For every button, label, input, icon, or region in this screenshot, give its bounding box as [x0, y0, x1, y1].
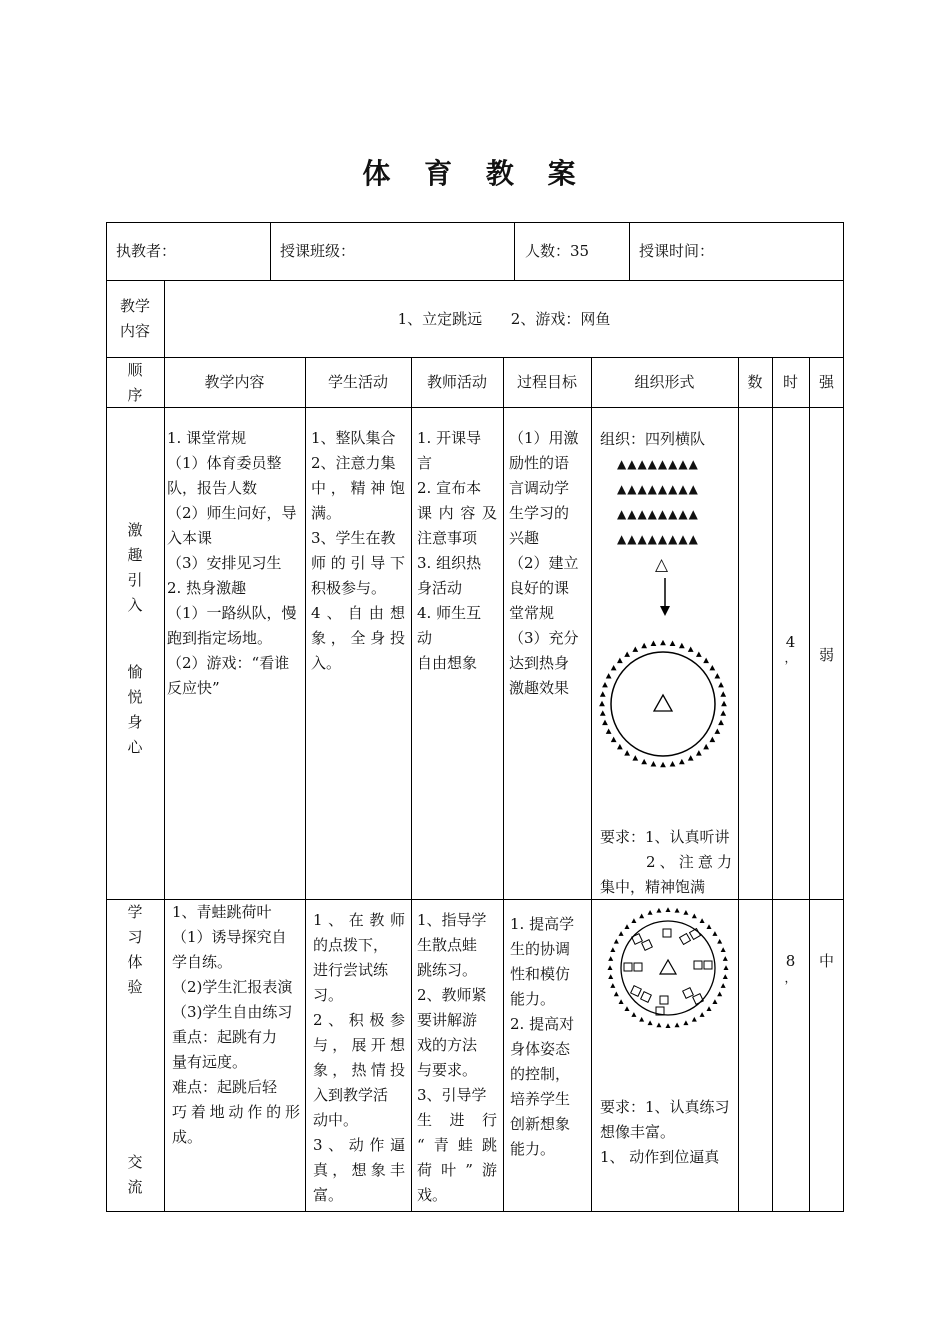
s2-goal	[510, 912, 588, 1162]
student-triangle-icon	[692, 914, 697, 919]
header-org: 组织形式	[634, 373, 695, 391]
s2-teacher-line: 1、指导学	[417, 911, 487, 929]
lily-pad-squares	[624, 929, 712, 1015]
col-line-7	[772, 357, 773, 1212]
s2-req-3: 1、 动作到位逼真	[600, 1148, 720, 1166]
header-goal: 过程目标	[516, 373, 577, 391]
s1-teacher-line: 4. 师生互	[417, 604, 482, 622]
s2-student-line: 进行尝试练	[313, 961, 389, 979]
student-triangle-icon	[610, 947, 615, 952]
student-triangle-icon	[602, 720, 608, 725]
s1-content-line: （3）安排见习生	[167, 554, 282, 572]
arrow-down-icon	[655, 578, 675, 618]
student-triangle-icon	[624, 1006, 629, 1011]
student-triangle-icon	[692, 1017, 697, 1022]
student-triangle-icon	[712, 999, 717, 1004]
s1-order-char: 悦	[127, 688, 143, 706]
s1-student-line: 入。	[311, 654, 342, 672]
s2-goal-line: 2. 提高对	[510, 1015, 575, 1033]
student-triangle-icon	[610, 983, 615, 988]
student-triangle-icon	[706, 1006, 711, 1011]
student-triangle-icon	[656, 908, 661, 913]
student-triangle-icon	[703, 744, 709, 749]
header-order-1: 顺	[127, 361, 143, 379]
s1-teacher-line: 注意事项	[417, 529, 478, 547]
student-triangle-icon	[703, 658, 709, 663]
s1-time-mark: ，	[784, 651, 797, 665]
student-triangle-icon	[600, 710, 606, 715]
student-triangle-icon	[712, 931, 717, 936]
s2-content-line: （3)学生自由练习	[172, 1003, 293, 1021]
s1-order-char: 趣	[127, 546, 143, 564]
s1-order-char: 身	[127, 713, 143, 731]
student-triangle-icon	[614, 939, 619, 944]
info-divider-1	[270, 222, 271, 281]
s1-goal-line: （1）用激	[509, 429, 579, 447]
student-triangle-icon	[606, 728, 612, 733]
student-triangle-icon	[720, 710, 726, 715]
s1-goal-line: 堂常规	[509, 604, 555, 622]
student-triangle-icon	[632, 755, 638, 760]
col-line-8	[809, 357, 810, 1212]
s2-content-line: 学自练。	[172, 953, 233, 971]
s2-time: 8	[785, 952, 796, 970]
s2-teacher-line: 3、引导学	[417, 1086, 487, 1104]
s2-student-line: 2、积极参	[313, 1011, 405, 1029]
s2-intensity: 中	[818, 952, 834, 970]
student-triangle-icon	[611, 665, 617, 670]
header-student: 学生活动	[327, 373, 388, 391]
s2-student-line: 的点拨下，	[313, 936, 389, 954]
s1-student-line: 1、整队集合	[311, 429, 396, 447]
student-triangle-icon	[723, 974, 728, 979]
s1-goal-line: 言调动学	[509, 479, 570, 497]
student-triangle-icon	[665, 907, 670, 912]
s1-goal-line: （2）建立	[509, 554, 579, 572]
student-count: 人数：35	[525, 242, 590, 260]
s2-teacher-line: 戏。	[417, 1186, 448, 1204]
student-triangle-icon	[723, 965, 728, 970]
s1-req-2: 2、注意力	[646, 853, 732, 871]
s1-content-line: 反应快”	[167, 679, 220, 697]
s1-order-char: 愉	[127, 663, 143, 681]
s1-intensity: 弱	[818, 646, 834, 664]
student-triangle-icon	[721, 701, 727, 706]
s1-order-char: 激	[127, 521, 143, 539]
student-triangle-icon	[656, 1022, 661, 1027]
header-time: 时	[782, 373, 798, 391]
s2-req-2: 想像丰富。	[600, 1123, 676, 1141]
col-line-4	[503, 357, 504, 1212]
student-triangle-icon	[679, 643, 685, 648]
s2-order-char: 流	[127, 1178, 143, 1196]
s2-teacher	[417, 908, 497, 1208]
student-triangle-icon	[624, 651, 630, 656]
student-triangle-icon	[631, 1012, 636, 1017]
s1-teacher-line: 自由想象	[417, 654, 478, 672]
s1-goal-line: 激趣效果	[509, 679, 570, 697]
student-triangle-icon	[717, 992, 722, 997]
s1-content-line: （1）一路纵队，慢	[167, 604, 297, 622]
s2-order-char: 习	[127, 928, 143, 946]
student-triangle-icon	[624, 750, 630, 755]
s1-order-char: 引	[127, 571, 143, 589]
time-label: 授课时间：	[639, 242, 715, 260]
s2-order-bottom	[106, 1150, 164, 1200]
header-teacher: 教师活动	[426, 373, 487, 391]
class-label: 授课班级：	[280, 242, 356, 260]
content-label-2: 内容	[119, 322, 150, 340]
student-triangle-icon	[706, 924, 711, 929]
student-triangle-icon	[648, 910, 653, 915]
student-triangle-icon	[718, 682, 724, 687]
header-content: 教学内容	[204, 373, 265, 391]
s2-teacher-line: 生散点蛙	[417, 936, 478, 954]
student-triangle-icon	[718, 720, 724, 725]
student-triangle-icon	[660, 640, 666, 645]
s1-req-1: 要求：1、认真听讲	[600, 828, 730, 846]
s2-goal-line: 身体姿态	[510, 1040, 571, 1058]
s1-goal-line: 生学习的	[509, 504, 570, 522]
col-line-6	[738, 357, 739, 1212]
student-triangle-icon	[688, 646, 694, 651]
s1-order	[106, 518, 164, 760]
s2-goal-line: 1. 提高学	[510, 915, 575, 933]
student-triangle-icon	[641, 759, 647, 764]
s2-teacher-line: 荷叶”游	[417, 1161, 497, 1179]
s2-goal-line: 的控制，	[510, 1065, 571, 1083]
s2-student-line: 习。	[313, 986, 344, 1004]
student-triangle-icon	[651, 761, 657, 766]
s2-content-line: （2)学生汇报表演	[172, 978, 293, 996]
info-row	[106, 222, 844, 281]
student-triangle-icon	[700, 918, 705, 923]
s1-time: 4	[785, 633, 796, 651]
student-triangle-icon	[720, 691, 726, 696]
teacher-center-icon	[660, 960, 676, 974]
s1-student-line: 中，精神饱	[311, 479, 405, 497]
teacher-center-icon	[654, 695, 672, 711]
s2-goal-line: 创新想象	[510, 1115, 571, 1133]
s1-teacher-line: 2. 宣布本	[417, 479, 482, 497]
s1-teacher-line: 课内容及	[417, 504, 497, 522]
s2-student-line: 动中。	[313, 1111, 359, 1129]
student-triangle-icon	[670, 761, 676, 766]
student-triangle-icon	[665, 1023, 670, 1028]
s1-teacher-line: 1. 开课导	[417, 429, 482, 447]
info-divider-3	[629, 222, 630, 281]
student-triangle-icon	[631, 918, 636, 923]
s2-teacher-line: 生 进 行	[417, 1111, 497, 1129]
formation-row: ▲▲▲▲▲▲▲▲	[617, 457, 699, 471]
s1-content-line: 跑到指定场地。	[167, 629, 273, 647]
s1-content-line: 入本课	[167, 529, 213, 547]
s1-goal	[509, 426, 587, 701]
student-triangle-icon	[617, 658, 623, 663]
s1-order-char: 心	[127, 738, 143, 756]
s2-order-char: 交	[127, 1153, 143, 1171]
s1-goal-line: （3）充分	[509, 629, 579, 647]
s2-req-1: 要求：1、认真练习	[600, 1098, 730, 1116]
s2-student-line: 3、动作逼	[313, 1136, 405, 1154]
student-triangle-icon	[602, 682, 608, 687]
student-triangle-icon	[600, 691, 606, 696]
s1-req-3: 集中，精神饱满	[600, 878, 706, 896]
student-triangle-icon	[688, 755, 694, 760]
student-triangle-icon	[700, 1012, 705, 1017]
student-triangle-icon	[606, 673, 612, 678]
student-triangle-icon	[607, 965, 612, 970]
s2-goal-line: 性和模仿	[510, 965, 571, 983]
s2-goal-line: 生的协调	[510, 940, 571, 958]
student-triangle-icon	[648, 1020, 653, 1025]
s1-goal-line: 良好的课	[509, 579, 570, 597]
s2-student-line: 1、在教师	[313, 911, 405, 929]
student-triangle-icon	[721, 947, 726, 952]
student-triangle-icon	[696, 651, 702, 656]
col-line-1	[164, 357, 165, 1212]
s2-teacher-line: 戏的方法	[417, 1036, 478, 1054]
student-triangle-icon	[717, 939, 722, 944]
s1-teacher-line: 言	[417, 454, 433, 472]
s1-content-line: 1. 课堂常规	[167, 429, 247, 447]
header-bottom-line	[106, 407, 844, 408]
student-triangle-icon	[721, 983, 726, 988]
s1-goal-line: 励性的语	[509, 454, 570, 472]
student-triangle-icon	[614, 992, 619, 997]
s1-content-line: （2）师生问好，导	[167, 504, 297, 522]
s1-teacher	[417, 426, 497, 676]
s1-teacher-line: 动	[417, 629, 433, 647]
student-triangle-icon	[714, 728, 720, 733]
s2-order-top	[106, 900, 164, 1000]
s2-content-line: 难点：起跳后轻	[172, 1078, 278, 1096]
s1-student-line: 积极参与。	[311, 579, 387, 597]
s1-teacher-line: 身活动	[417, 579, 463, 597]
s1-teacher-line: 3. 组织热	[417, 554, 482, 572]
page-title: 体 育 教 案	[362, 157, 588, 190]
s1-goal-line: 达到热身	[509, 654, 570, 672]
s2-content-line: 重点：起跳有力	[172, 1028, 278, 1046]
student-triangle-icon	[599, 701, 605, 706]
student-triangle-icon	[683, 910, 688, 915]
s1-student-line: 3、学生在教	[311, 529, 396, 547]
s2-student-line: 富。	[313, 1186, 344, 1204]
student-triangle-icon	[679, 759, 685, 764]
student-triangle-icon	[624, 924, 629, 929]
student-triangle-icon	[619, 999, 624, 1004]
s2-teacher-line: 跳练习。	[417, 961, 478, 979]
content-label-1: 教学	[119, 297, 150, 315]
s2-student-line: 与，展开想	[313, 1036, 405, 1054]
s1-content-line: 队，报告人数	[167, 479, 258, 497]
student-triangle-icon	[651, 641, 657, 646]
s2-teacher-line: “青蛙跳	[417, 1136, 497, 1154]
student-triangle-icon	[696, 750, 702, 755]
s2-content-line: 巧着地动作的形	[172, 1103, 300, 1121]
s2-teacher-line: 与要求。	[417, 1061, 478, 1079]
s2-time-mark: ，	[784, 971, 797, 985]
student-triangle-icon	[709, 737, 715, 742]
s2-content-line: 1、青蛙跳荷叶	[172, 903, 272, 921]
header-num: 数	[747, 373, 763, 391]
s1-content-line: （2）游戏：“看谁	[167, 654, 290, 672]
s1-org-title: 组织：四列横队	[600, 430, 706, 448]
info-divider-2	[514, 222, 515, 281]
s2-content-line: 量有远度。	[172, 1053, 248, 1071]
student-triangle-icon	[639, 914, 644, 919]
student-triangle-icon	[675, 1022, 680, 1027]
teacher-label: 执教者：	[116, 242, 177, 260]
student-triangle-icon	[639, 1017, 644, 1022]
header-order-2: 序	[127, 386, 143, 404]
header-intensity: 强	[818, 373, 834, 391]
student-triangle-icon	[714, 673, 720, 678]
circle-formation-diagram	[596, 640, 730, 774]
student-triangle-icon	[670, 641, 676, 646]
student-triangle-icon	[608, 956, 613, 961]
s2-student	[313, 908, 405, 1208]
s1-goal-line: 兴趣	[509, 529, 540, 547]
s1-order-gap	[106, 618, 164, 660]
s2-goal-line: 能力。	[510, 990, 556, 1008]
s2-content	[172, 900, 300, 1150]
s2-teacher-line: 要讲解游	[417, 1011, 478, 1029]
student-triangle-icon	[611, 737, 617, 742]
s2-teacher-line: 2、教师紧	[417, 986, 487, 1004]
s2-student-line: 真，想象丰	[313, 1161, 405, 1179]
student-triangle-icon	[608, 974, 613, 979]
student-triangle-icon	[660, 762, 666, 767]
s1-student-line: 师的引导下	[311, 554, 405, 572]
student-triangle-icon	[683, 1020, 688, 1025]
scatter-practice-diagram	[600, 906, 736, 1030]
s2-order-char: 验	[127, 978, 143, 996]
teacher-triangle-icon: △	[655, 555, 669, 575]
s1-content-line: 2. 热身激趣	[167, 579, 247, 597]
student-triangle-icon	[632, 646, 638, 651]
s2-order-char: 体	[127, 953, 143, 971]
s1-student-line: 象，全身投	[311, 629, 405, 647]
s1-student-line: 满。	[311, 504, 342, 522]
s1-student-line: 2、注意力集	[311, 454, 396, 472]
s2-student-line: 入到教学活	[313, 1086, 389, 1104]
s2-student-line: 象，热情投	[313, 1061, 405, 1079]
s1-order-char: 入	[127, 596, 143, 614]
s1-student-line: 4、自由想	[311, 604, 405, 622]
student-triangle-icon	[709, 665, 715, 670]
s1-student	[311, 426, 405, 676]
student-triangle-icon	[675, 908, 680, 913]
student-triangle-icon	[723, 956, 728, 961]
col-line-2	[305, 357, 306, 1212]
s1-content	[167, 426, 301, 701]
col-line-3	[411, 357, 412, 1212]
s2-content-line: 成。	[172, 1128, 203, 1146]
formation-row: ▲▲▲▲▲▲▲▲	[617, 532, 699, 546]
formation-row: ▲▲▲▲▲▲▲▲	[617, 507, 699, 521]
student-triangle-icon	[619, 931, 624, 936]
student-triangle-icon	[641, 643, 647, 648]
s2-goal-line: 培养学生	[510, 1090, 571, 1108]
formation-row: ▲▲▲▲▲▲▲▲	[617, 482, 699, 496]
s2-goal-line: 能力。	[510, 1140, 556, 1158]
s2-order-char: 学	[127, 903, 143, 921]
content-value: 1、立定跳远 2、游戏：网鱼	[397, 310, 611, 328]
s2-content-line: （1）诱导探究自	[172, 928, 287, 946]
s1-content-line: （1）体育委员整	[167, 454, 282, 472]
student-triangle-icon	[617, 744, 623, 749]
col-line-5	[591, 357, 592, 1212]
